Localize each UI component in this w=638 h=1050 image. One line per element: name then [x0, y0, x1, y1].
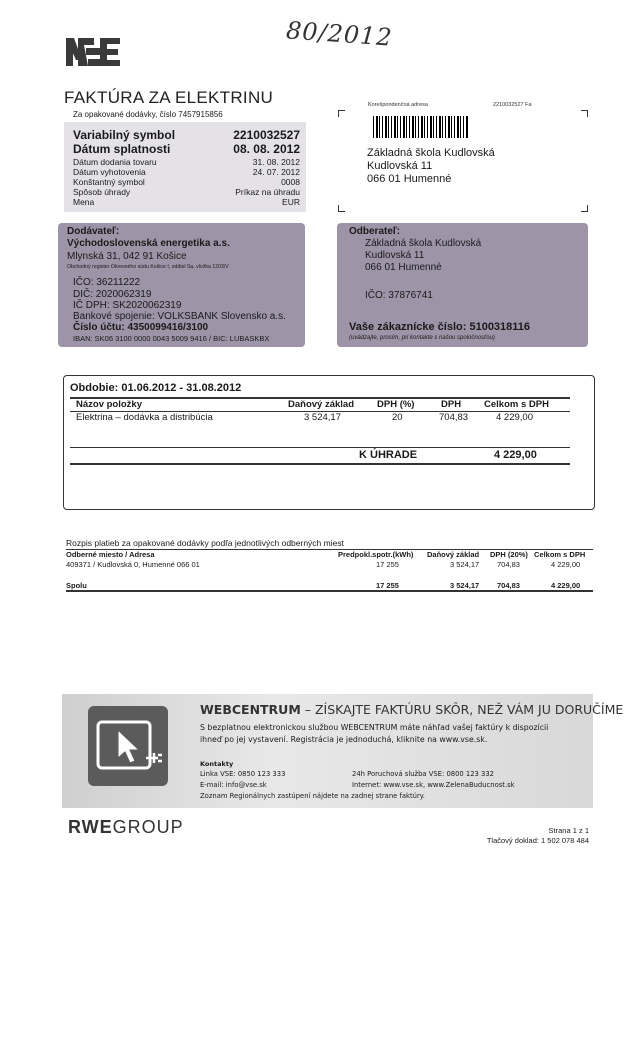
corner-mark [338, 110, 345, 117]
supplier-bank: Bankové spojenie: VOLKSBANK Slovensko a.s. [73, 311, 286, 322]
bd-header-location: Odberné miesto / Adresa [66, 550, 155, 559]
info-value: EUR [282, 197, 300, 207]
bd-row-location: 409371 / Kudlovská 0, Humenné 066 01 [66, 560, 200, 569]
invoice-subtitle: Za opakované dodávky, číslo 7457915856 [73, 110, 223, 119]
customer-line: 066 01 Humenné [365, 262, 442, 273]
info-label: Dátum dodania tovaru [73, 157, 157, 167]
corner-mark [581, 110, 588, 117]
contact-email: E-mail: info@vse.sk [200, 781, 267, 789]
info-row-payment-method [73, 187, 300, 197]
invoice-title: FAKTÚRA ZA ELEKTRINU [64, 88, 274, 107]
info-value: 31. 08. 2012 [252, 157, 300, 167]
supplier-address: Mlynská 31, 042 91 Košice [67, 251, 187, 262]
customer-box [337, 223, 588, 347]
info-row-delivery-date [73, 157, 300, 167]
col-header-tax-base: Daňový základ [288, 399, 354, 410]
info-row-variable-symbol [73, 128, 300, 142]
supplier-ico: IČO: 36211222 [73, 277, 141, 288]
webcentrum-title-bold: WEBCENTRUM [200, 702, 301, 717]
info-row-currency [73, 197, 300, 207]
corner-mark [338, 205, 345, 212]
contact-hotline: Linka VSE: 0850 123 333 [200, 770, 286, 778]
total-label: K ÚHRADE [359, 449, 418, 461]
supplier-account: Číslo účtu: 4350099416/3100 [73, 322, 209, 333]
webcentrum-line1: S bezplatnou elektronickou službou WEBCENTRUM máte náhľad vašej faktúry k dispozícii [200, 723, 549, 732]
bd-total-vat: 704,83 [497, 581, 520, 590]
col-header-vat-pct: DPH (%) [377, 399, 415, 410]
correspondence-address-lines [367, 147, 495, 186]
period-label: Obdobie: 01.06.2012 - 31.08.2012 [70, 382, 242, 394]
bd-header-tax-base: Daňový základ [427, 550, 480, 559]
address-line: Základná škola Kudlovská [367, 147, 495, 159]
webcentrum-line2: ihneď po jej vystavení. Registrácia je jednoduchá, kliknite na www.vse.sk. [200, 735, 488, 744]
row-vat: 704,83 [439, 412, 469, 423]
contact-fault-service: 24h Poruchová služba VSE: 0800 123 332 [352, 770, 495, 778]
customer-line: Základná škola Kudlovská [365, 238, 482, 249]
info-value: 2210032527 [233, 128, 300, 142]
contacts-heading: Kontakty [200, 760, 234, 768]
supplier-name: Východoslovenská energetika a.s. [67, 238, 230, 249]
info-label: Konštantný symbol [73, 177, 145, 187]
bd-row-consumption: 17 255 [376, 560, 399, 569]
info-value: 0008 [281, 177, 300, 187]
bd-total-total: 4 229,00 [551, 581, 581, 590]
supplier-register: Obchodný register Okresného súdu Košice I, oddiel Sa, vložka 1203/V [67, 264, 229, 270]
bd-total-consumption: 17 255 [376, 581, 399, 590]
bd-row-vat: 704,83 [497, 560, 520, 569]
info-row-constant-symbol [73, 177, 300, 187]
vse-logo [64, 34, 122, 70]
info-value: 24. 07. 2012 [252, 167, 300, 177]
correspondence-code: 2210032527 Fa [493, 102, 532, 108]
bd-row-total: 4 229,00 [551, 560, 581, 569]
rwe-brand-rest: GROUP [112, 817, 184, 837]
row-item-name: Elektrina – dodávka a distribúcia [76, 412, 213, 423]
rwe-brand-bold: RWE [68, 817, 113, 837]
customer-note: (uvádzajte, prosím, pri kontakte s našou spoločnosťou) [349, 335, 495, 341]
info-row-due-date [73, 142, 300, 156]
bd-row-tax-base: 3 524,17 [450, 560, 480, 569]
period-table [63, 375, 595, 510]
customer-heading: Odberateľ: [349, 226, 401, 237]
info-row-issue-date [73, 167, 300, 177]
col-header-item: Názov položky [76, 399, 142, 410]
payment-breakdown [66, 538, 593, 598]
invoice-info-box [64, 122, 306, 212]
breakdown-title: Rozpis platieb za opakované dodávky podľa jednotlivých odberných miest [66, 538, 344, 548]
col-header-total: Celkom s DPH [484, 399, 549, 410]
print-document-number: Tlačový doklad: 1 502 078 484 [486, 836, 589, 845]
divider [70, 447, 570, 448]
supplier-heading: Dodávateľ: [67, 226, 120, 237]
col-header-vat: DPH [441, 399, 462, 410]
corner-mark [581, 205, 588, 212]
supplier-dic: DIČ: 2020062319 [73, 289, 152, 300]
customer-line: Kudlovská 11 [365, 250, 425, 261]
row-vat-pct: 20 [392, 412, 403, 423]
info-label: Dátum vyhotovenia [73, 167, 146, 177]
bd-header-vat: DPH (20%) [490, 550, 528, 559]
barcode [373, 116, 468, 138]
customer-number: Vaše zákaznícke číslo: 5100318116 [349, 321, 531, 333]
info-label: Variabilný symbol [73, 128, 176, 142]
bd-header-total: Celkom s DPH [534, 550, 586, 559]
contact-internet: Internet: www.vse.sk, www.ZelenaBuducnost.sk [352, 781, 515, 789]
bd-total-label: Spolu [66, 581, 87, 590]
row-total: 4 229,00 [496, 412, 533, 423]
supplier-icdph: IČ DPH: SK2020062319 [73, 300, 182, 311]
webcentrum-title [200, 702, 623, 717]
total-value: 4 229,00 [494, 449, 537, 461]
correspondence-address [338, 102, 588, 212]
divider [70, 463, 570, 465]
info-label: Mena [73, 197, 95, 207]
info-label: Spôsob úhrady [73, 187, 131, 197]
correspondence-label: Korešpondenčná adresa [368, 102, 428, 108]
info-value: Príkaz na úhradu [235, 187, 300, 197]
customer-ico: IČO: 37876741 [365, 290, 433, 301]
bd-header-consumption: Predpokl.spotr.(kWh) [338, 550, 414, 559]
webcentrum-title-rest: – ZÍSKAJTE FAKTÚRU SKÔR, NEŽ VÁM JU DORUČÍME [300, 702, 624, 717]
page-number: Strana 1 z 1 [548, 826, 589, 835]
rwe-group-logo [68, 817, 184, 838]
divider [66, 590, 593, 592]
info-label: Dátum splatnosti [73, 142, 171, 156]
webcentrum-banner [62, 694, 624, 808]
click-cursor-icon [88, 706, 168, 786]
info-value: 08. 08. 2012 [233, 142, 300, 156]
address-line: Kudlovská 11 [367, 160, 433, 172]
address-line: 066 01 Humenné [367, 173, 452, 185]
row-tax-base: 3 524,17 [304, 412, 341, 423]
supplier-box [58, 223, 305, 347]
bd-total-tax-base: 3 524,17 [450, 581, 480, 590]
handwritten-note: 80/2012 [285, 16, 394, 52]
contact-regional: Zoznam Regionálnych zastúpení nájdete na zadnej strane faktúry. [200, 792, 425, 800]
supplier-iban: IBAN: SK06 3100 0000 0043 5009 9416 / BIC: LUBASKBX [73, 334, 270, 343]
